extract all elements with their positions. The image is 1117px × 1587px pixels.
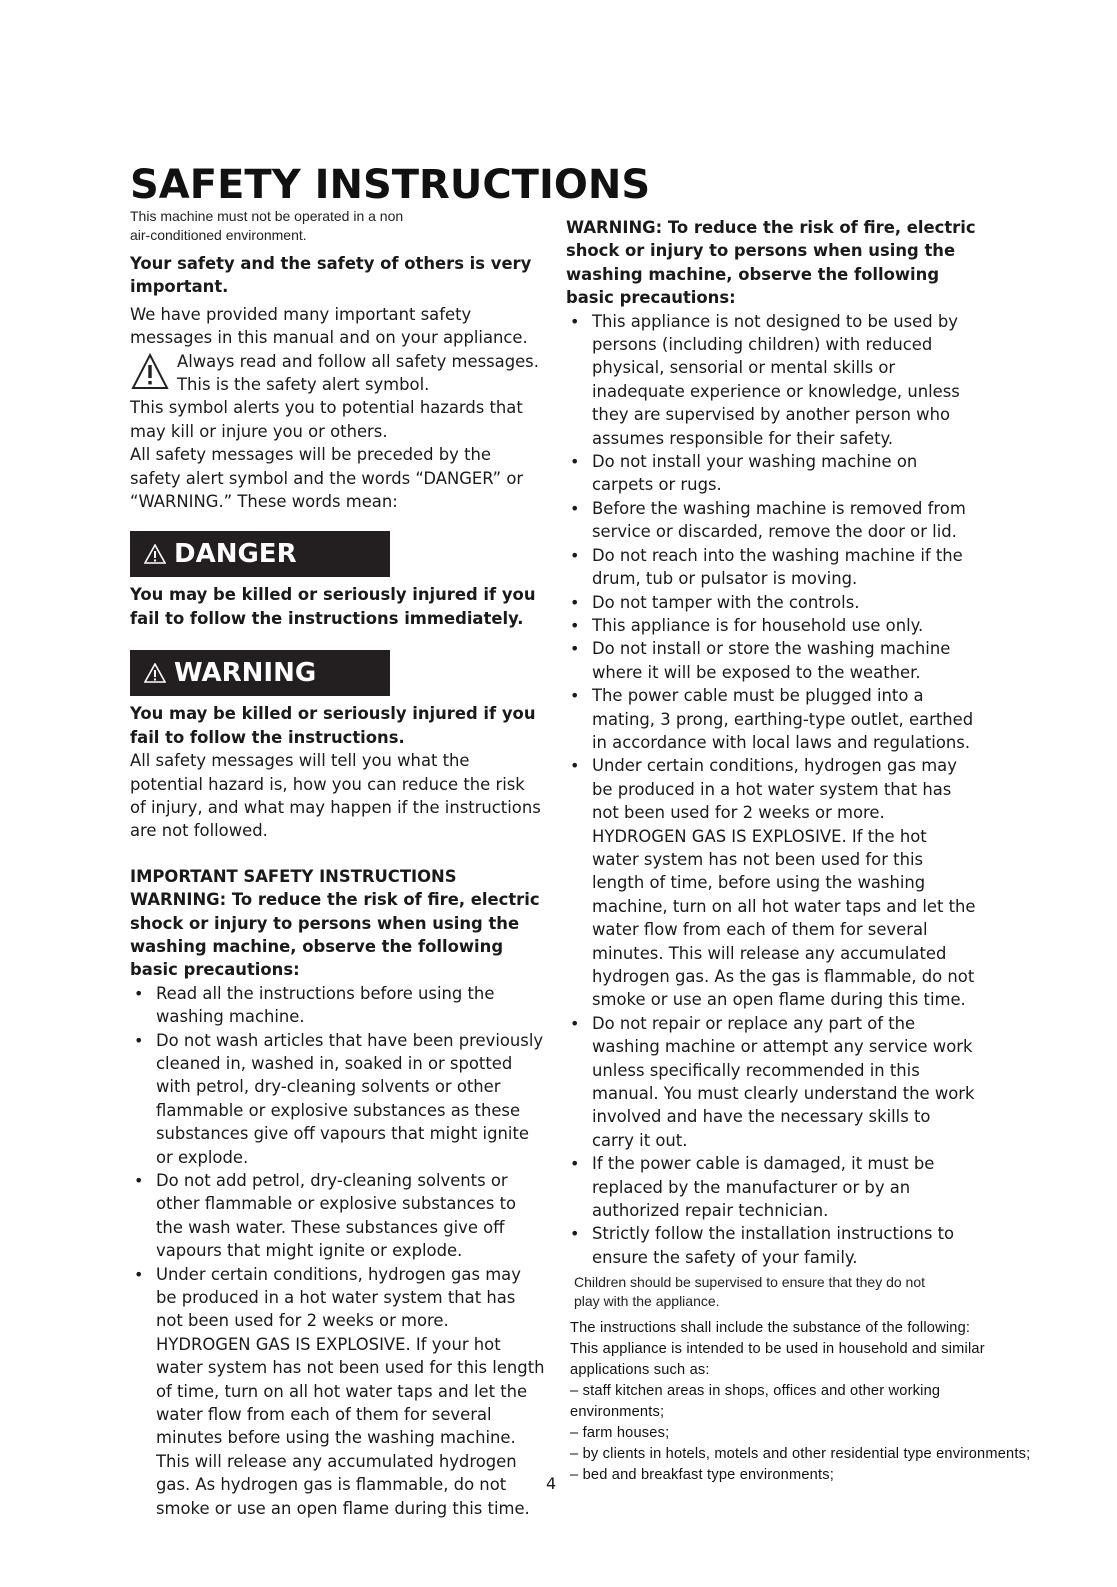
children-note-line-1: Children should be supervised to ensure that they do not <box>574 1274 926 1291</box>
intro-paragraph: We have provided many important safety messages in this manual and on your appliance. <box>130 304 528 348</box>
important-safety-heading: IMPORTANT SAFETY INSTRUCTIONS <box>130 866 457 886</box>
usage-line: – by clients in hotels, motels and other residential type environments; <box>570 1446 1031 1463</box>
warning-description: You may be killed or seriously injured if you fail to follow the instructions. <box>130 704 536 747</box>
list-item: • Do not reach into the washing machine if the drum, tub or pulsator is moving. <box>566 544 976 591</box>
usage-line: This appliance is intended to be used in household and similar <box>570 1341 985 1358</box>
usage-line: environments; <box>570 1404 665 1421</box>
left-column <box>130 207 545 1520</box>
right-precaution-list <box>566 310 976 1270</box>
list-item: • Do not repair or replace any part of the washing machine or attempt any service work unless specifically recommended in this manual. You must clearly understand the work involved and have the necessary skills to carry it out. <box>566 1012 976 1152</box>
usage-line: – staff kitchen areas in shops, offices and other working <box>570 1383 941 1400</box>
usage-line: – bed and breakfast type environments; <box>570 1467 834 1484</box>
right-warning-precautions: WARNING: To reduce the risk of fire, electric shock or injury to persons when using the washing machine, observe the following basic precautions: <box>566 218 976 308</box>
danger-label: DANGER <box>174 539 297 570</box>
list-item: • Do not install or store the washing machine where it will be exposed to the weather. <box>566 637 976 684</box>
list-item: • Under certain conditions, hydrogen gas may be produced in a hot water system that has not been used for 2 weeks or more. HYDROGEN GAS IS EXPLOSIVE. If your hot water system has not been used for this length of time, turn on all hot water taps and let the water flow from each of them for several minutes before using the washing machine. This will release any accumulated hydrogen gas. As hydrogen gas is flammable, do not smoke or use an open flame during this time. <box>130 1263 545 1520</box>
usage-note <box>566 1318 1106 1486</box>
right-column <box>566 216 1106 1486</box>
alert-line-1: Always read and follow all safety messages. <box>177 351 539 371</box>
alert-line-2: This is the safety alert symbol. <box>177 375 430 395</box>
usage-line: – farm houses; <box>570 1425 670 1442</box>
page-number: 4 <box>546 1474 557 1493</box>
page-title: SAFETY INSTRUCTIONS <box>130 162 651 208</box>
symbol-description: This symbol alerts you to potential hazards that may kill or injure you or others. <box>130 398 523 441</box>
warning-alert-icon <box>144 663 166 683</box>
warning-sign <box>130 650 390 696</box>
environment-note-line-2: air-conditioned environment. <box>130 227 307 243</box>
list-item: • Under certain conditions, hydrogen gas may be produced in a hot water system that has not been used for 2 weeks or more. HYDROGEN GAS IS EXPLOSIVE. If the hot water system has not been used for this length of time, before using the washing machine, turn on all hot water taps and let the water flow from each of them for several minutes. This will release any accumulated hydrogen gas. As the gas is flammable, do not smoke or use an open flame during this time. <box>566 754 976 1011</box>
list-item: • Before the washing machine is removed from service or discarded, remove the door or lid. <box>566 497 976 544</box>
warning-label: WARNING <box>174 658 317 689</box>
list-item: • Do not install your washing machine on carpets or rugs. <box>566 450 976 497</box>
usage-line: applications such as: <box>570 1362 710 1379</box>
usage-line: The instructions shall include the substance of the following: <box>570 1320 971 1337</box>
list-item: • Do not add petrol, dry-cleaning solvents or other flammable or explosive substances to the wash water. These substances give off vapours that might ignite or explode. <box>130 1169 545 1263</box>
safety-messages-explanation: All safety messages will tell you what the potential hazard is, how you can reduce the risk of injury, and what may happen if the instructions are not followed. <box>130 751 541 841</box>
list-item: • Do not wash articles that have been previously cleaned in, washed in, soaked in or spotted with petrol, dry-cleaning solvents or other flammable or explosive substances as these substances give off vapours that might ignite or explode. <box>130 1029 545 1169</box>
list-item: • This appliance is for household use only. <box>566 614 976 637</box>
left-warning-precautions: WARNING: To reduce the risk of fire, electric shock or injury to persons when using the washing machine, observe the following basic precautions: <box>130 890 540 980</box>
list-item: • Read all the instructions before using the washing machine. <box>130 982 545 1029</box>
list-item: • This appliance is not designed to be used by persons (including children) with reduced physical, sensorial or mental skills or inadequate experience or knowledge, unless they are supervised by another person who assumes responsible for their safety. <box>566 310 976 450</box>
list-item: • Do not tamper with the controls. <box>566 591 976 614</box>
safety-alert-block <box>130 350 545 397</box>
children-note-line-2: play with the appliance. <box>574 1293 720 1310</box>
safety-importance-heading: Your safety and the safety of others is very important. <box>130 254 532 297</box>
danger-description: You may be killed or seriously injured if you fail to follow the instructions immediately. <box>130 585 536 628</box>
list-item: • Strictly follow the installation instructions to ensure the safety of your family. <box>566 1222 976 1269</box>
children-note <box>566 1273 1106 1311</box>
list-item: • If the power cable is damaged, it must be replaced by the manufacturer or by an authorized repair technician. <box>566 1152 976 1222</box>
danger-sign <box>130 531 390 577</box>
environment-note-line-1: This machine must not be operated in a non <box>130 208 404 224</box>
list-item: • The power cable must be plugged into a mating, 3 prong, earthing-type outlet, earthed in accordance with local laws and regulations. <box>566 684 976 754</box>
danger-alert-icon <box>144 544 166 564</box>
preceded-paragraph: All safety messages will be preceded by the safety alert symbol and the words “DANGER” or “WARNING.” These words mean: <box>130 445 524 512</box>
left-precaution-list <box>130 982 545 1520</box>
safety-alert-icon <box>130 352 170 392</box>
